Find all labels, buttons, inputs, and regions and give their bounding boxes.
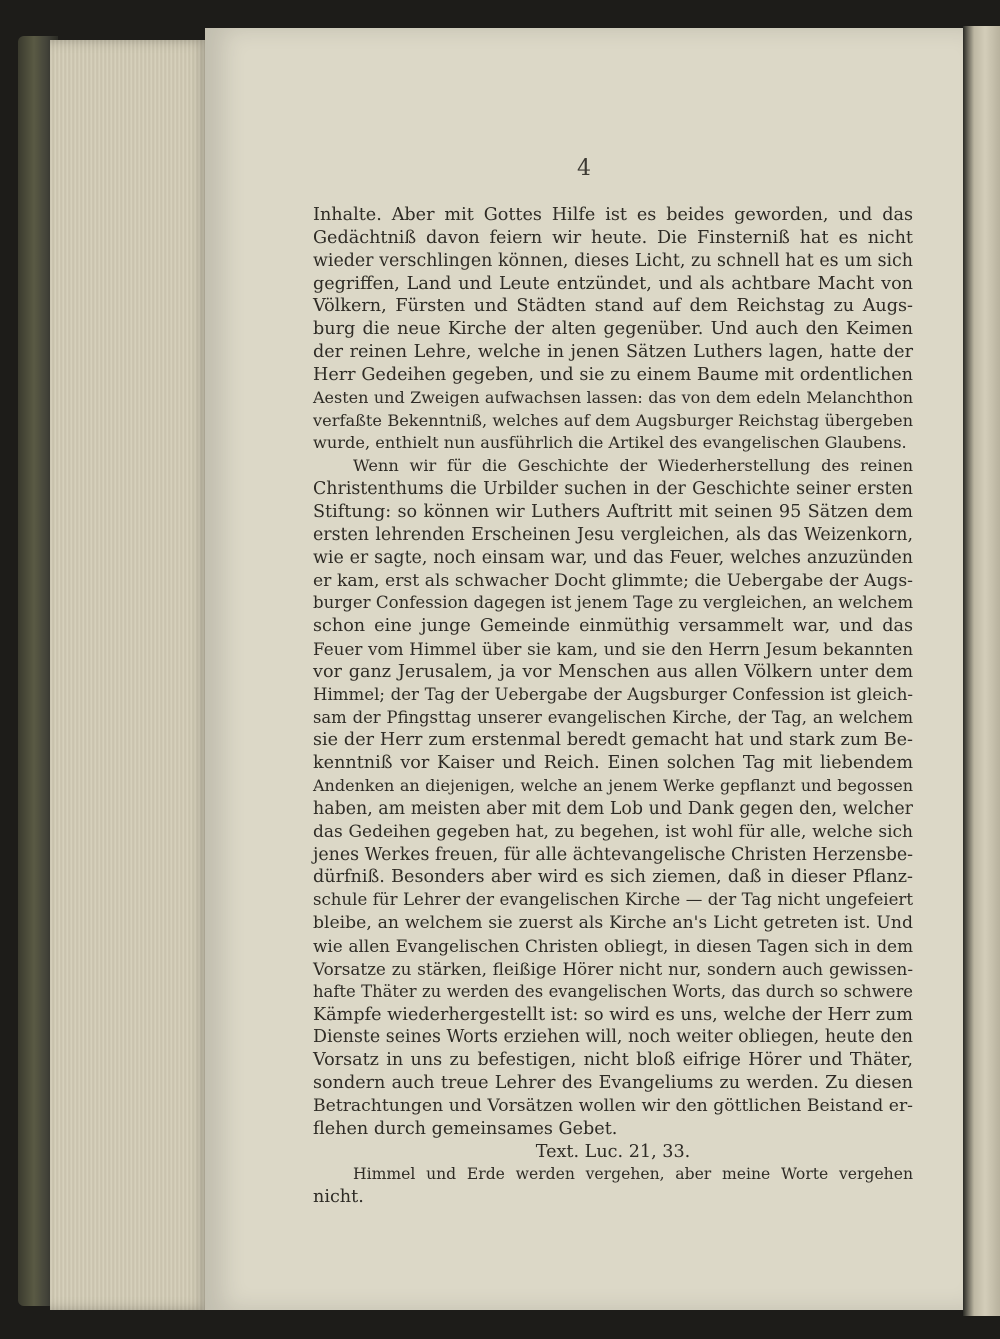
text-line: Herr Gedeihen gegeben, und sie zu einem Baume mit ordentlichen xyxy=(313,364,913,385)
text-line: Dienste seines Worts erziehen will, noch weiter obliegen, heute den xyxy=(313,1027,913,1048)
text-line: gegriffen, Land und Leute entzündet, und als achtbare Macht von xyxy=(313,273,913,294)
text-line: wieder verschlingen können, dieses Licht, zu schnell hat es um sich xyxy=(313,250,913,271)
text-heading: Text. Luc. 21, 33. xyxy=(535,1141,691,1162)
text-line: burger Confession dagegen ist jenem Tage zu vergleichen, an welchem xyxy=(313,593,914,613)
text-line: wie allen Evangelischen Christen obliegt, in diesen Tagen sich in dem xyxy=(313,936,913,956)
text-line: burg die neue Kirche der alten gegenüber. Und auch den Keimen xyxy=(313,319,913,340)
page-stack-edge xyxy=(50,40,210,1310)
text-line: haben, am meisten aber mit dem Lob und Dank gegen den, welcher xyxy=(313,798,913,819)
text-line: Vorsatze zu stärken, fleißige Hörer nicht nur, sondern auch gewissen- xyxy=(313,958,913,979)
text-line: Himmel; der Tag der Uebergabe der Augsburger Confession ist gleich- xyxy=(313,684,913,704)
text-line: Völkern, Fürsten und Städten stand auf dem Reichstag zu Augs- xyxy=(313,296,913,317)
text-line: Aesten und Zweigen aufwachsen lassen: das von dem edeln Melanchthon xyxy=(313,387,913,407)
page-text xyxy=(313,204,913,1209)
text-line: ersten lehrenden Erscheinen Jesu vergleichen, als das Weizenkorn, xyxy=(313,524,913,545)
text-line: schule für Lehrer der evangelischen Kirche — der Tag nicht ungefeiert xyxy=(313,890,913,910)
text-line: wurde, enthielt nun ausführlich die Artikel des evangelischen Glaubens. xyxy=(313,433,907,453)
text-line: Stiftung: so können wir Luthers Auftritt mit seinen 95 Sätzen dem xyxy=(313,501,913,522)
text-line: hafte Thäter zu werden des evangelischen Worts, das durch so schwere xyxy=(313,981,913,1001)
facing-page-edge xyxy=(963,26,1000,1316)
text-line: Wenn wir für die Geschichte der Wiederherstellung des reinen xyxy=(353,456,913,476)
text-line: sondern auch treue Lehrer des Evangeliums zu werden. Zu diesen xyxy=(313,1073,913,1094)
text-line: bleibe, an welchem sie zuerst als Kirche an's Licht getreten ist. Und xyxy=(313,913,913,934)
text-line: Vorsatz in uns zu befestigen, nicht bloß eifrige Hörer und Thäter, xyxy=(313,1050,913,1071)
text-line: das Gedeihen gegeben hat, zu begehen, ist wohl für alle, welche sich xyxy=(313,821,913,842)
text-line: sie der Herr zum erstenmal beredt gemacht hat und stark zum Be- xyxy=(313,730,913,751)
text-line: dürfniß. Besonders aber wird es sich ziemen, daß in dieser Pflanz- xyxy=(313,867,913,888)
text-line: Gedächtniß davon feiern wir heute. Die Finsterniß hat es nicht xyxy=(313,227,913,248)
page-number: 4 xyxy=(577,156,591,181)
text-line: Kämpfe wiederhergestellt ist: so wird es uns, welche der Herr zum xyxy=(313,1004,913,1025)
text-line: sam der Pfingsttag unserer evangelischen Kirche, der Tag, an welchem xyxy=(313,707,913,727)
text-line: jenes Werkes freuen, für alle ächtevangelische Christen Herzensbe- xyxy=(313,844,913,865)
verse-line: nicht. xyxy=(313,1187,364,1208)
text-line: verfaßte Bekenntniß, welches auf dem Augsburger Reichstag übergeben xyxy=(313,410,913,430)
text-line: Betrachtungen und Vorsätzen wollen wir den göttlichen Beistand er- xyxy=(313,1095,913,1116)
text-line: kenntniß vor Kaiser und Reich. Einen solchen Tag mit liebendem xyxy=(313,753,913,774)
text-line: Inhalte. Aber mit Gottes Hilfe ist es beides geworden, und das xyxy=(313,205,913,225)
text-line: vor ganz Jerusalem, ja vor Menschen aus allen Völkern unter dem xyxy=(313,661,913,682)
text-line: er kam, erst als schwacher Docht glimmte; die Uebergabe der Augs- xyxy=(313,570,913,591)
text-line: Andenken an diejenigen, welche an jenem Werke gepflanzt und begossen xyxy=(313,776,913,796)
verse-line: Himmel und Erde werden vergehen, aber meine Worte vergehen xyxy=(353,1165,913,1184)
text-line: Christenthums die Urbilder suchen in der Geschichte seiner ersten xyxy=(313,479,913,500)
text-line: wie er sagte, noch einsam war, und das Feuer, welches anzuzünden xyxy=(313,547,913,568)
text-line: schon eine junge Gemeinde einmüthig versammelt war, und das xyxy=(313,616,913,637)
book-page xyxy=(205,28,963,1310)
text-line: Feuer vom Himmel über sie kam, und sie den Herrn Jesum bekannten xyxy=(313,639,913,660)
text-line: flehen durch gemeinsames Gebet. xyxy=(313,1118,618,1139)
text-line: der reinen Lehre, welche in jenen Sätzen Luthers lagen, hatte der xyxy=(313,342,913,363)
